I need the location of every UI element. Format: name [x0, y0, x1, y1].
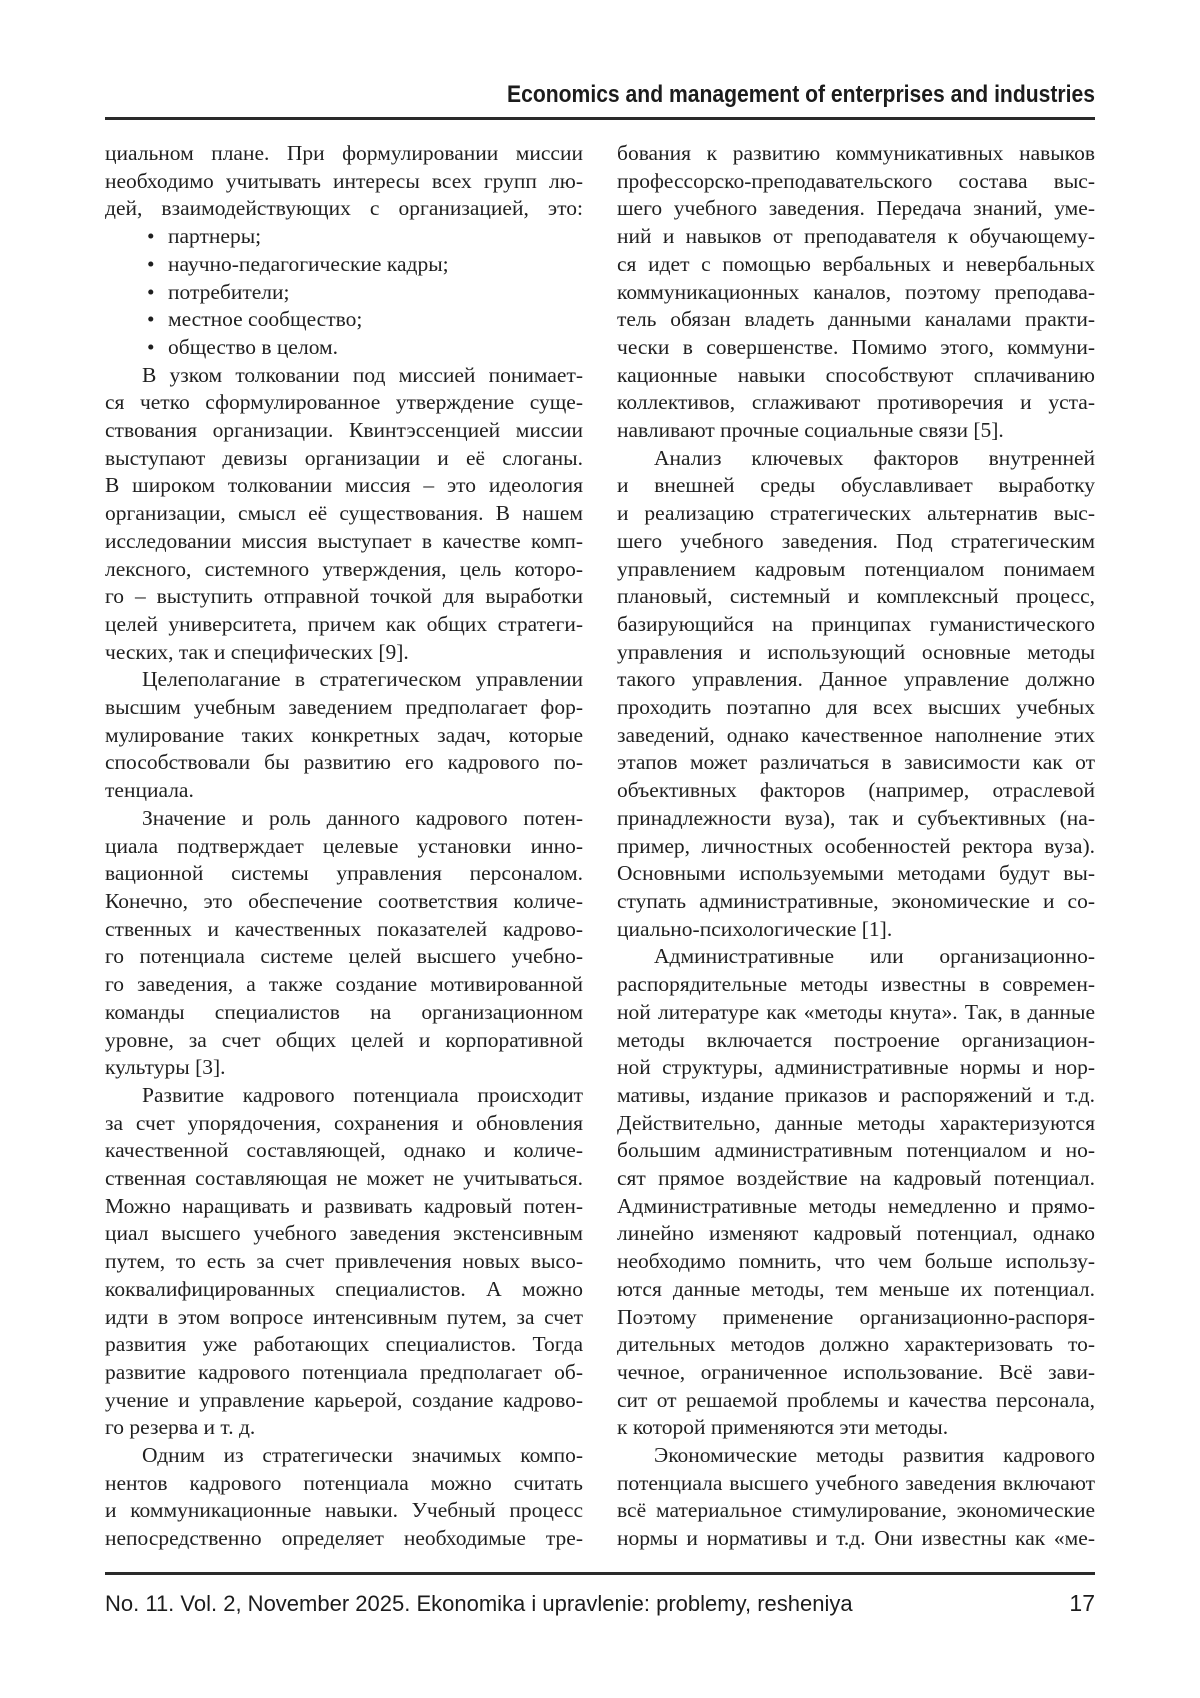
paragraph	[617, 943, 1095, 1442]
text-line: навливают прочные социальные связи [5].	[617, 418, 1004, 443]
text-line: циально-психологические [1].	[617, 916, 893, 941]
paragraph	[105, 805, 583, 1082]
text-line: В широком толковании миссия – это идеология	[105, 473, 583, 498]
text-line: объективных факторов (например, отраслевой	[617, 778, 1095, 803]
text-line: необходимо помнить, что чем больше использу-	[617, 1249, 1095, 1274]
text-line: ственных и качественных показателей кадрово-	[105, 916, 583, 941]
text-line: го заведения, а также создание мотивированной	[105, 972, 583, 997]
text-line: ствования организации. Квинтэссенцией миссии	[105, 418, 583, 443]
text-line: культуры [3].	[105, 1055, 226, 1080]
text-line: управлением кадровым потенциалом понимаем	[617, 556, 1095, 581]
text-line: • местное сообщество;	[105, 306, 583, 334]
text-line: Целеполагание в стратегическом управлении	[142, 667, 583, 692]
text-line: развитие кадрового потенциала предполагает об-	[105, 1359, 583, 1384]
text-line: ся идет с помощью вербальных и невербальных	[617, 251, 1095, 276]
text-line: Значение и роль данного кадрового потен-	[142, 805, 583, 830]
text-line: Можно наращивать и развивать кадровый потен-	[105, 1193, 583, 1218]
text-line: В узком толковании под миссией понимает-	[142, 362, 583, 387]
text-line: вационной системы управления персоналом.	[105, 861, 583, 886]
text-line: принадлежности вуза), так и субъективных (на-	[617, 805, 1095, 830]
text-line: го – выступить отправной точкой для выработки	[105, 584, 583, 609]
text-line: циал высшего учебного заведения экстенсивным	[105, 1221, 583, 1246]
text-line: целей университета, причем как общих стратеги-	[105, 611, 583, 636]
text-line: ной структуры, административные нормы и нор-	[617, 1055, 1095, 1080]
text-line: Одним из стратегически значимых компо-	[142, 1443, 583, 1468]
text-line: этапов может различаться в зависимости как от	[617, 750, 1095, 775]
text-line: исследовании миссия выступает в качестве комп-	[105, 528, 583, 553]
text-line: ческих, так и специфических [9].	[105, 639, 409, 664]
text-line: высшим учебным заведением предполагает фор-	[105, 695, 583, 720]
paragraph	[617, 445, 1095, 944]
text-line: плановый, системный и комплексный процесс,	[617, 584, 1095, 609]
text-line: профессорско-преподавательского состава выс-	[617, 168, 1095, 193]
text-line: за счет упорядочения, сохранения и обновления	[105, 1110, 583, 1135]
paragraph	[105, 1082, 583, 1442]
footer-rule	[105, 1572, 1095, 1575]
text-line: дей, взаимодействующих с организацией, это:	[105, 196, 583, 221]
text-line: учение и управление карьерой, создание кадрово-	[105, 1387, 583, 1412]
bullet-item	[105, 306, 583, 334]
text-line: Конечно, это обеспечение соответствия количе-	[105, 888, 583, 913]
text-line: пример, личностных особенностей ректора вуза).	[617, 833, 1095, 858]
bullet-icon: •	[147, 224, 155, 249]
text-line: непосредственно определяет необходимые тре-	[105, 1526, 583, 1551]
paragraph	[105, 362, 583, 667]
text-line: ний и навыков от преподавателя к обучающему-	[617, 224, 1095, 249]
text-line: коммуникационных каналов, поэтому преподава-	[617, 279, 1095, 304]
text-line: идти в этом вопросе интенсивным путем, за счет	[105, 1304, 583, 1329]
text-line: сит от решаемой проблемы и качества персонала,	[617, 1387, 1095, 1412]
text-line: распорядительные методы известны в современ-	[617, 972, 1095, 997]
text-line: мативы, издание приказов и распоряжений и т.д.	[617, 1082, 1095, 1107]
text-line: мулирование таких конкретных задач, которые	[105, 722, 583, 747]
paragraph	[105, 666, 583, 805]
text-line: Развитие кадрового потенциала происходит	[142, 1082, 583, 1107]
text-line: тенциала.	[105, 778, 194, 803]
text-line: дительных методов должно характеризовать то-	[617, 1332, 1095, 1357]
column-left	[105, 140, 583, 1553]
header-rule	[105, 117, 1095, 120]
column-right	[617, 140, 1095, 1553]
text-line: выступают девизы организации и её слоганы.	[105, 445, 583, 470]
text-line: такого управления. Данное управление должно	[617, 667, 1095, 692]
text-line: циала подтверждает целевые установки инно-	[105, 833, 583, 858]
text-line: го потенциала системе целей высшего учебно-	[105, 944, 583, 969]
text-line: сят прямое воздействие на кадровый потенциал.	[617, 1166, 1095, 1191]
text-line: • научно-педагогические кадры;	[105, 251, 583, 279]
journal-citation: No. 11. Vol. 2, November 2025. Ekonomika i upravlenie: problemy, resheniya	[105, 1591, 853, 1616]
text-line: ственная составляющая не может не учитываться.	[105, 1166, 583, 1191]
paragraph	[105, 140, 583, 223]
text-line: всё материальное стимулирование, экономические	[617, 1498, 1095, 1523]
text-line: нормы и нормативы и т.д. Они известны как «ме-	[617, 1526, 1095, 1551]
text-line: качественной составляющей, однако и количе-	[105, 1138, 583, 1163]
text-line: кационные навыки способствуют сплачиванию	[617, 362, 1095, 387]
text-line: необходимо учитывать интересы всех групп лю-	[105, 168, 583, 193]
text-line: организации, смысл её существования. В нашем	[105, 501, 583, 526]
text-line: коквалифицированных специалистов. А можно	[105, 1276, 583, 1301]
text-line: управления и использующий основные методы	[617, 639, 1095, 664]
text-line: команды специалистов на организационном	[105, 999, 583, 1024]
text-line: способствовали бы развитию его кадрового по-	[105, 750, 583, 775]
text-line: линейно изменяют кадровый потенциал, однако	[617, 1221, 1095, 1246]
article-body	[105, 140, 1095, 1553]
text-line: проходить поэтапно для всех высших учебных	[617, 695, 1095, 720]
text-line: Действительно, данные методы характеризуются	[617, 1110, 1095, 1135]
paragraph	[617, 140, 1095, 445]
text-line: и реализацию стратегических альтернатив выс-	[617, 501, 1095, 526]
bullet-icon: •	[147, 307, 155, 332]
text-line: бования к развитию коммуникативных навыков	[617, 141, 1095, 165]
text-line: и внешней среды обуславливает выработку	[617, 473, 1095, 498]
text-line: чески в совершенстве. Помимо этого, коммуни-	[617, 334, 1095, 359]
paragraph	[105, 1442, 583, 1553]
paragraph	[617, 1442, 1095, 1553]
text-line: Административные или организационно-	[654, 944, 1095, 969]
bullet-item	[105, 251, 583, 279]
text-line: шего учебного заведения. Под стратегическим	[617, 528, 1095, 553]
text-line: потенциала высшего учебного заведения включают	[617, 1470, 1095, 1495]
text-line: тель обязан владеть данными каналами практи-	[617, 307, 1095, 332]
bullet-item	[105, 279, 583, 307]
text-line: • общество в целом.	[105, 334, 583, 362]
text-line: ной литературе как «методы кнута». Так, в данные	[617, 999, 1095, 1024]
text-line: шего учебного заведения. Передача знаний, уме-	[617, 196, 1095, 221]
text-line: к которой применяются эти методы.	[617, 1415, 949, 1440]
text-line: заведений, однако качественное наполнение этих	[617, 722, 1095, 747]
text-line: большим административным потенциалом и но-	[617, 1138, 1095, 1163]
text-line: Поэтому применение организационно-распоря-	[617, 1304, 1095, 1329]
bullet-icon: •	[147, 251, 155, 276]
text-line: методы включается построение организацион-	[617, 1027, 1095, 1052]
bullet-item	[105, 223, 583, 251]
bullet-item	[105, 334, 583, 362]
text-line: нентов кадрового потенциала можно считать	[105, 1470, 583, 1495]
text-line: Экономические методы развития кадрового	[654, 1443, 1095, 1468]
running-head-title: Economics and management of enterprises and industries	[507, 81, 1095, 108]
text-line: • потребители;	[105, 279, 583, 307]
page-footer	[105, 1590, 1095, 1617]
text-line: и коммуникационные навыки. Учебный процесс	[105, 1498, 583, 1523]
text-line: Основными используемыми методами будут вы-	[617, 861, 1095, 886]
text-line: циальном плане. При формулировании миссии	[105, 141, 583, 165]
text-line: ся четко сформулированное утверждение суще-	[105, 390, 583, 415]
text-line: лексного, системного утверждения, цель которо-	[105, 556, 583, 581]
text-line: Анализ ключевых факторов внутренней	[654, 445, 1095, 470]
text-line: • партнеры;	[105, 223, 583, 251]
page-number: 17	[1069, 1590, 1095, 1616]
text-line: чечное, ограниченное использование. Всё зави-	[617, 1359, 1095, 1384]
text-line: уровне, за счет общих целей и корпоративной	[105, 1027, 583, 1052]
bullet-icon: •	[147, 279, 155, 304]
text-line: путем, то есть за счет привлечения новых высо-	[105, 1249, 583, 1274]
text-line: коллективов, сглаживают противоречия и уста-	[617, 390, 1095, 415]
text-line: базирующийся на принципах гуманистического	[617, 611, 1095, 636]
bullet-icon: •	[147, 334, 155, 359]
text-line: ются данные методы, тем меньше их потенциал.	[617, 1276, 1095, 1301]
text-line: го резерва и т. д.	[105, 1415, 256, 1440]
text-line: ступать административные, экономические и со-	[617, 888, 1095, 913]
text-line: Административные методы немедленно и прямо-	[617, 1193, 1095, 1218]
text-line: развития уже работающих специалистов. Тогда	[105, 1332, 583, 1357]
